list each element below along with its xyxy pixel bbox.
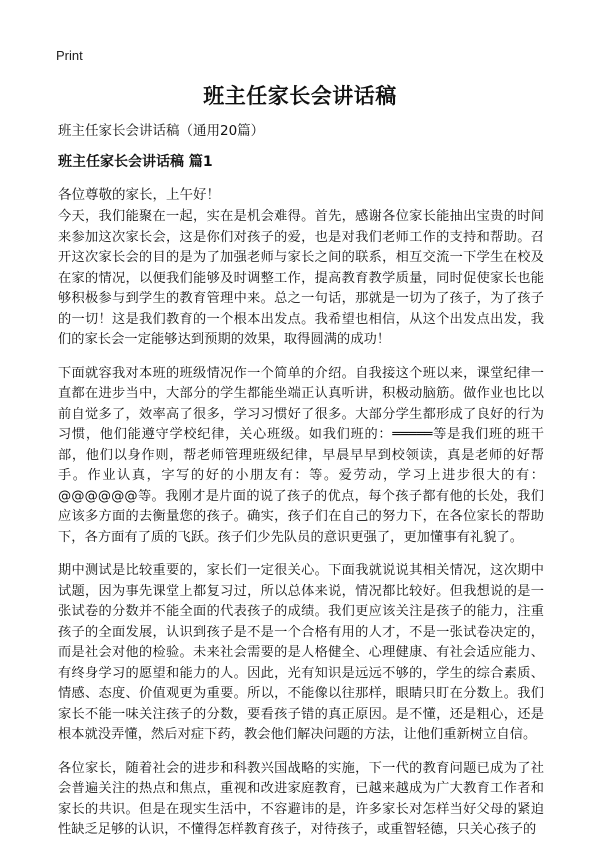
document-subtitle: 班主任家长会讲话稿（通用20篇） [58,123,265,139]
body-paragraph-4: 各位家长，随着社会的进步和科教兴国战略的实施，下一代的教育问题已成为了社会普遍关注的热点和焦点，重视和改进家庭教育，已越来越成为广大教育工作者和家长的共识。但是在现实生活中，不容避讳的是，许多家长对怎样当好父母的紧迫性缺乏足够的认识，不懂得怎样教育孩子，对待孩子，或重智轻德，只关心孩子的 [58,760,544,837]
print-link[interactable]: Print [56,48,83,63]
document-body [58,207,544,854]
section-heading: 班主任家长会讲话稿 篇1 [58,154,213,170]
body-paragraph-2: 下面就容我对本班的班级情况作一个简单的介绍。自我接这个班以来，课堂纪律一直都在进步当中，大部分的学生都能坐端正认真听讲，积极动脑筋。做作业也比以前自觉多了，效率高了很多，学习习惯好了很多。大部分学生都形成了良好的行为习惯，他们能遵守学校纪律，关心班级。如我们班的：═════等是我们班的班干部，他们以身作则，帮老师管理班级纪律，早晨早早到校领读，真是老师的好帮手。作业认真，字写的好的小朋友有：等。爱劳动，学习上进步很大的有：@@@@@@等。我刚才是片面的说了孩子的优点，每个孩子都有他的长处，我们应该多方面的去衡量您的孩子。确实，孩子们在自己的努力下，在各位家长的帮助下，各方面有了质的飞跃。孩子们少先队员的意识更强了，更加懂事有礼貌了。 [58,365,544,545]
document-title: 班主任家长会讲话稿 [203,84,397,108]
body-paragraph-1: 今天，我们能聚在一起，实在是机会难得。首先，感谢各位家长能抽出宝贵的时间来参加这次家长会，这是你们对孩子的爱，也是对我们老师工作的支持和帮助。召开这次家长会的目的是为了加强老师与家长之间的联系，相互交流一下学生在校及在家的情况，以便我们能够及时调整工作，提高教育教学质量，同时促使家长也能够积极参与到学生的教育管理中来。总之一句话，那就是一切为了孩子，为了孩子的一切！这是我们教育的一个根本出发点。我希望也相信，从这个出发点出发，我们的家长会一定能够达到预期的效果，取得圆满的成功！ [58,209,544,347]
greeting-line: 各位尊敬的家长，上午好！ [58,187,220,203]
body-paragraph-3: 期中测试是比较重要的，家长们一定很关心。下面我就说说其相关情况，这次期中试题，因为事先课堂上都复习过，所以总体来说，情况都比较好。但我想说的是一张试卷的分数并不能全面的代表孩子的成绩。我们更应该关注是孩子的能力，注重孩子的全面发展，认识到孩子是不是一个合格有用的人才，不是一张试卷决定的，而是社会对他的检验。未来社会需要的是人格健全、心理健康、有社会适应能力、有终身学习的愿望和能力的人。因此，光有知识是远远不够的，学生的综合素质、情感、态度、价值观更为重要。所以，不能像以往那样，眼睛只盯在分数上。我们家长不能一味关注孩子的分数，要看孩子错的真正原因。是不懂，还是粗心，还是根本就没弄懂，然后对症下药，教会他们解决问题的方法，让他们重新树立自信。 [58,563,544,742]
